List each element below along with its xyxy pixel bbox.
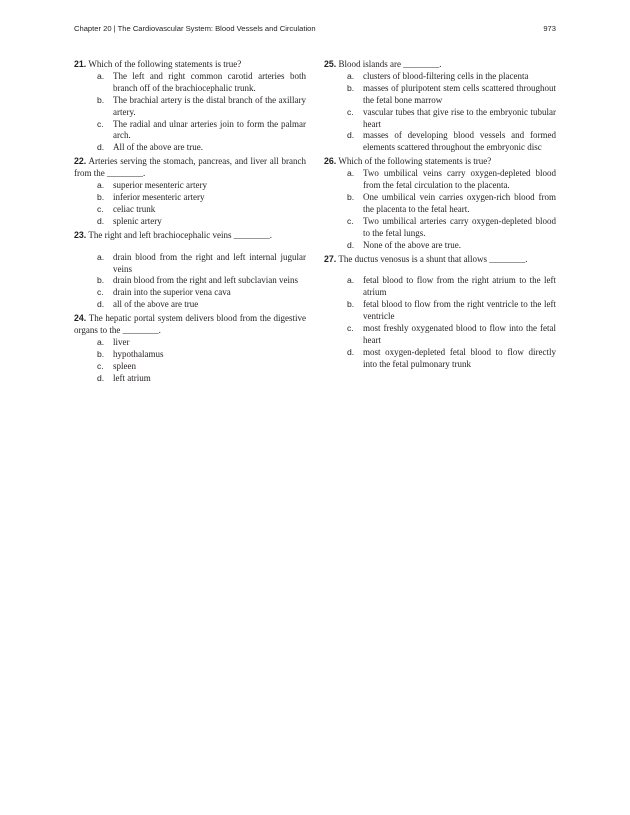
option-text: all of the above are true — [113, 299, 199, 310]
question-number: 23. — [74, 229, 87, 240]
chapter-title: Chapter 20 | The Cardiovascular System: Blood Vessels and Circulation — [74, 24, 316, 33]
answer-options — [74, 180, 306, 228]
answer-option — [324, 275, 556, 299]
option-text: fetal blood to flow from the right atrium to the left atrium — [363, 275, 556, 298]
option-text: Two umbilical veins carry oxygen-depleted blood from the fetal circulation to the placenta. — [363, 168, 556, 191]
answer-option — [74, 349, 306, 361]
option-letter: a. — [347, 275, 355, 286]
question-number: 25. — [324, 59, 337, 69]
answer-option — [324, 71, 556, 83]
answer-option — [74, 299, 306, 311]
option-letter: a. — [97, 180, 105, 191]
answer-option — [74, 204, 306, 216]
question-number: 24. — [74, 313, 87, 324]
option-letter: c. — [347, 106, 354, 117]
option-text: One umbilical vein carries oxygen-rich blood from the placenta to the fetal heart. — [363, 191, 556, 214]
answer-option — [324, 130, 556, 154]
answer-option — [74, 287, 306, 299]
option-text: vascular tubes that give rise to the embryonic tubular heart — [363, 106, 556, 129]
question-25 — [324, 59, 556, 154]
option-letter: d. — [347, 130, 355, 141]
question-number: 26. — [324, 156, 337, 167]
option-text: liver — [113, 336, 130, 347]
option-text: Two umbilical arteries carry oxygen-depleted blood to the fetal lungs. — [363, 215, 556, 238]
option-letter: a. — [347, 168, 355, 179]
question-text: Which of the following statements is true? — [88, 59, 242, 69]
answer-option — [324, 299, 556, 323]
option-text: masses of developing blood vessels and formed elements scattered throughout the embryonic disc — [363, 130, 556, 153]
option-letter: d. — [97, 142, 105, 153]
option-text: superior mesenteric artery — [113, 180, 207, 191]
answer-option — [324, 240, 556, 252]
question-stem — [324, 254, 556, 266]
question-text: Blood islands are ________. — [338, 59, 442, 69]
answer-option — [74, 95, 306, 119]
question-27 — [324, 254, 556, 371]
answer-option — [324, 216, 556, 240]
answer-options — [324, 71, 556, 154]
option-text: The radial and ulnar arteries join to form the palmar arch. — [113, 118, 306, 141]
answer-option — [74, 180, 306, 192]
option-text: All of the above are true. — [113, 142, 203, 153]
option-text: celiac trunk — [113, 203, 156, 214]
answer-option — [324, 347, 556, 371]
answer-option — [74, 252, 306, 276]
answer-options — [324, 168, 556, 251]
option-letter: b. — [97, 348, 105, 359]
option-letter: b. — [347, 191, 355, 202]
option-letter: c. — [97, 203, 104, 214]
answer-options — [324, 275, 556, 370]
answer-option — [324, 323, 556, 347]
answer-option — [74, 373, 306, 385]
answer-option — [74, 361, 306, 373]
option-letter: c. — [347, 215, 354, 226]
option-letter: d. — [97, 299, 105, 310]
answer-option — [324, 83, 556, 107]
question-number: 27. — [324, 253, 337, 264]
answer-option — [324, 192, 556, 216]
question-text: The hepatic portal system delivers blood from the digestive organs to the ________. — [74, 313, 306, 336]
option-letter: d. — [347, 346, 355, 357]
question-text: The right and left brachiocephalic veins ________. — [88, 229, 273, 240]
question-22 — [74, 156, 306, 227]
option-text: The brachial artery is the distal branch of the axillary artery. — [113, 94, 306, 117]
question-stem — [324, 59, 556, 71]
question-26 — [324, 156, 556, 251]
option-letter: b. — [97, 191, 105, 202]
answer-option — [74, 71, 306, 95]
option-letter: d. — [347, 239, 355, 250]
option-letter: a. — [97, 70, 105, 81]
answer-option — [74, 142, 306, 154]
option-text: drain into the superior vena cava — [113, 287, 231, 298]
answer-option — [74, 192, 306, 204]
answer-option — [74, 119, 306, 143]
option-letter: c. — [97, 360, 104, 371]
option-letter: b. — [347, 299, 355, 310]
question-24 — [74, 313, 306, 384]
question-stem — [74, 156, 306, 180]
option-letter: c. — [97, 287, 104, 298]
option-text: The left and right common carotid arteries both branch off of the brachiocephalic trunk. — [113, 70, 306, 93]
option-text: left atrium — [113, 372, 151, 383]
option-text: masses of pluripotent stem cells scattered throughout the fetal bone marrow — [363, 82, 556, 105]
option-letter: b. — [347, 82, 355, 93]
option-letter: a. — [97, 336, 105, 347]
option-text: drain blood from the right and left internal jugular veins — [113, 251, 306, 274]
option-letter: a. — [347, 70, 355, 81]
answer-option — [324, 168, 556, 192]
answer-option — [324, 107, 556, 131]
question-number: 21. — [74, 59, 87, 69]
question-stem — [324, 156, 556, 168]
option-text: most freshly oxygenated blood to flow into the fetal heart — [363, 323, 556, 345]
option-letter: b. — [97, 275, 105, 286]
option-letter: c. — [347, 323, 354, 334]
option-text: None of the above are true. — [363, 239, 461, 250]
page-header — [74, 24, 556, 33]
left-column — [74, 59, 306, 387]
question-text: The ductus venosus is a shunt that allows ________. — [338, 253, 528, 264]
option-text: splenic artery — [113, 215, 162, 226]
question-number: 22. — [74, 156, 87, 167]
question-stem — [74, 313, 306, 337]
question-text: Arteries serving the stomach, pancreas, and liver all branch from the ________. — [74, 156, 306, 179]
answer-options — [74, 337, 306, 385]
question-stem — [74, 59, 306, 71]
answer-option — [74, 275, 306, 287]
option-letter: d. — [97, 372, 105, 383]
option-letter: c. — [97, 118, 104, 129]
answer-option — [74, 337, 306, 349]
option-text: inferior mesenteric artery — [113, 191, 205, 202]
question-21 — [74, 59, 306, 154]
option-text: most oxygen-depleted fetal blood to flow directly into the fetal pulmonary trunk — [363, 346, 556, 369]
answer-option — [74, 216, 306, 228]
answer-options — [74, 252, 306, 312]
question-text: Which of the following statements is true? — [338, 156, 492, 167]
option-text: drain blood from the right and left subclavian veins — [113, 275, 298, 286]
option-text: clusters of blood-filtering cells in the placenta — [363, 70, 529, 81]
option-letter: b. — [97, 94, 105, 105]
option-letter: d. — [97, 215, 105, 226]
option-text: spleen — [113, 360, 136, 371]
option-text: hypothalamus — [113, 348, 164, 359]
question-23 — [74, 230, 306, 311]
option-text: fetal blood to flow from the right ventricle to the left ventricle — [363, 299, 556, 322]
right-column — [324, 59, 556, 373]
question-stem — [74, 230, 306, 242]
answer-options — [74, 71, 306, 154]
option-letter: a. — [97, 251, 105, 262]
page-number: 973 — [543, 24, 556, 33]
